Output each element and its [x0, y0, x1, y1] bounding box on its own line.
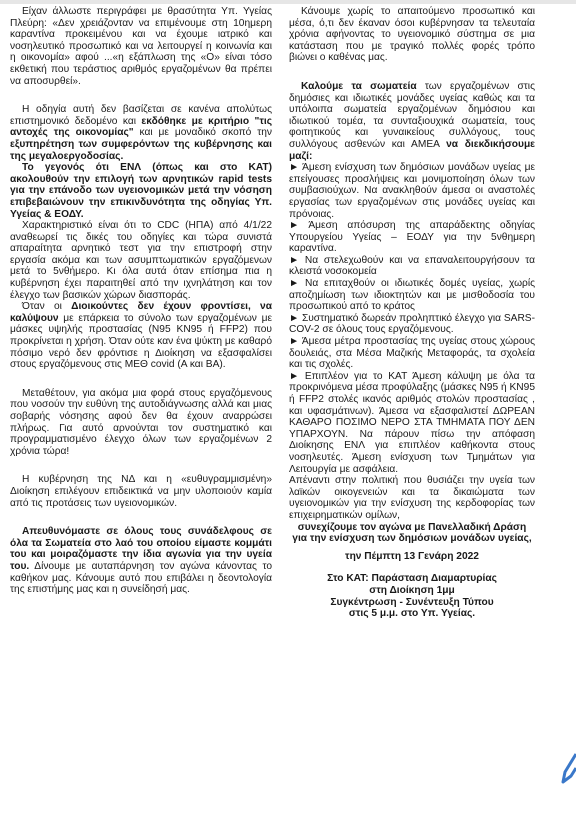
demand-text: Άμεση απόσυρση της απαράδεκτης οδηγίας Υπουργείου Υγείας – ΕΟΔΥ για την 5νθημερη καραντίνα.: [289, 220, 535, 255]
arrow-bullet-icon: ►: [289, 336, 300, 348]
text-run: Η οδηγία αυτή δεν βασίζεται σε κανένα απολύτως επιστημονικό δεδομένο και: [10, 104, 272, 127]
paragraph-administration: [10, 301, 272, 371]
paragraph-quote-pleuris: Είχαν άλλωστε περιγράφει με θρασύτητα Υπ. Υγείας Πλεύρη: «Δεν χρειάζονταν να επιμένουμε στη 10ημερη καραντίνα προκειμένου και να έχουμε ιατρικό και νοσηλευτικό προσωπικό και να λειτουργεί η κοινωνία και η οικονομία» αφού ...«η εξάπλωση της «Ο» είναι τόσο εκθετική που τεράστιος αριθμός εργαζομένων θα πρέπει να αποσυρθεί».: [10, 6, 272, 87]
arrow-bullet-icon: ►: [289, 278, 300, 290]
text-run: των εργαζομένων στις δημόσιες και ιδιωτικές μονάδες υγείας καθώς και τα υπόλοιπα σωματεία εργαζομένων δημόσιου και ιδιωτικού τομέα, τα συνταξιουχικά σωματεία, τους φοιτητικούς και γυναικείους συλλόγους, τους συλλόγους ασθενών και ΑΜΕΑ: [289, 80, 535, 150]
event-date: την Πέμπτη 13 Γενάρη 2022: [345, 550, 479, 562]
paragraph-against-policy: Απέναντι στην πολιτική που θυσιάζει την υγεία των λαϊκών οικογενειών και τα δικαιώματα των υγειονομικών για την ενίσχυση της κερδοφορίας των επιχειρηματικών ομίλων,: [289, 475, 535, 521]
paragraph-we-do: Κάνουμε χωρίς το απαιτούμενο προσωπικό και μέσα, ό,τι δεν έκαναν όσοι κυβέρνησαν τα τελευταία χρόνια αφήνοντας το υγειονομικό σύστημα σε μια κατάσταση που με τραγικό πολλές φορές τρόπο βιώνει ο καθένας μας.: [289, 6, 535, 64]
arrow-bullet-icon: ►: [289, 254, 300, 266]
text-run-bold: εξυπηρέτηση των συμφερόντων της κυβέρνησης και της μεγαλοεργοδοσίας.: [10, 138, 272, 162]
arrow-bullet-icon: ►: [289, 220, 300, 232]
edit-pen-icon[interactable]: [561, 752, 576, 790]
demand-item: [289, 255, 535, 278]
demand-text: Συστηματικό δωρεάν προληπτικό έλεγχο για SARS-COV-2 σε όλους τους εργαζόμενους.: [289, 312, 535, 336]
text-run-bold: Απευθυνόμαστε σε όλους τους συνάδελφους σε όλα τα Σωματεία στο λαό του οποίου είμαστε κομμάτι του και μοιραζόμαστε την ίδια αγωνία για την υγεία του.: [10, 526, 272, 572]
demand-item: [289, 278, 535, 313]
text-run-bold: να διεκδικήσουμε μαζί:: [289, 138, 536, 162]
demand-item: [289, 371, 535, 475]
paragraph-cdc: Χαρακτηριστικό είναι ότι το CDC (ΗΠΑ) από 4/1/22 αναθεωρεί τις δικές του οδηγίες και τώρα συνιστά απαραίτητα αρνητικό τεστ για την επιστροφή στην εργασία ακόμα και των ασυμπτωματικών εργαζόμενων μετά το 5νθήμερο. Κι όλα αυτά όταν επίσημα πια η κυβέρνηση έχει παραιτηθεί από την ιχνηλάτηση και τον έλεγχο των βασικών χώρων διασποράς.: [10, 220, 272, 301]
paragraph-directive-criticism: [10, 104, 272, 162]
closing-statement: συνεχίζουμε τον αγώνα με Πανελλαδική Δράση για την ενίσχυση των δημόσιων μονάδων υγείας,: [292, 521, 532, 545]
text-run-bold: Καλούμε τα σωματεία: [301, 80, 417, 92]
demand-item: [289, 162, 535, 220]
text-run-bold: Διοικούντες δεν έχουν φροντίσει, να καλύψουν: [10, 301, 272, 324]
text-run: και με μοναδικό σκοπό την: [133, 127, 273, 139]
page-top-edge: [0, 0, 576, 4]
text-run: με επάρκεια το σύνολο των εργαζομένων με μάσκες υψηλής προστασίας (Ν95 ΚΝ95 ή FFP2) που προκρίνεται η χρήση. Όταν ούτε καν ένα ψύκτη με καθαρό πόσιμο νερό δεν φρόντισε η Διοίκηση να εξασφαλίσει στους εργαζόμενους στις ΜΕΘ covid (Α και ΒΑ).: [10, 312, 272, 371]
paragraph-self-diagnosis: Μεταθέτουν, για ακόμα μια φορά στους εργαζόμενους που νοσούν την ευθύνη της αυτοδιάγνωσης αλλά και μιας σοβαρής νόσησης αφού δεν θα έχουν αναρρώσει πλήρως. Για αυτό αρνούνται τον συστηματικό και προγραμματισμένο έλεγχο όλων των εργαζομένων 2 χρόνια τώρα!: [10, 387, 272, 457]
demand-text: Άμεσα μέτρα προστασίας της υγείας στους χώρους δουλειάς, στα Μέσα Μαζικής Μεταφοράς, τα σχολεία και τις σχολές.: [289, 336, 535, 371]
text-run-bold: εκδόθηκε με κριτήριο "τις αντοχές της οικονομίας": [10, 115, 272, 139]
text-run: Όταν οι: [22, 301, 72, 313]
event-line: Στο ΚΑΤ: Παράσταση Διαμαρτυρίας: [327, 573, 497, 585]
demand-text: Να επιταχθούν οι ιδιωτικές δομές υγείας, χωρίς αποζημίωση των ιδιοκτητών και με μισθοδοσία του προσωπικού από το κράτος: [289, 278, 535, 313]
event-line: στη Διοίκηση 1μμ: [369, 584, 455, 596]
left-column: [10, 6, 272, 596]
event-line: στις 5 μ.μ. στο Υπ. Υγείας.: [348, 608, 476, 620]
text-run: Δίνουμε με αυταπάρνηση τον αγώνα κάνοντας το καθήκον μας. Κάνουμε αυτό που επιβάλει η δεοντολογία της επιστήμης μας και η συνείδησή μας.: [10, 560, 272, 596]
demand-text: Να στελεχωθούν και να επαναλειτουργήσουν τα κλειστά νοσοκομεία: [289, 254, 535, 278]
paragraph-rapid-tests: Το γεγονός ότι ΕΝΛ (όπως και στο ΚΑΤ) ακολουθούν την επιλογή των αρνητικών rapid tests για την επάνοδο των υγειονομικών μετά την νόσηση επιβεβαιώνουν την επικινδυνότητα της οδηγίας Υπ. Υγείας & ΕΟΔΥ.: [10, 162, 272, 220]
event-line: Συγκέντρωση - Συνέντευξη Τύπου: [330, 596, 494, 608]
right-column: [289, 6, 535, 620]
paragraph-appeal: [10, 526, 272, 596]
paragraph-call-unions: [289, 81, 535, 162]
demand-item: [289, 220, 535, 255]
demand-text: Άμεση ενίσχυση των δημόσιων μονάδων υγείας με επείγουσες προσλήψεις και μονιμοποίηση όλων των συμβασιούχων. Να ανακληθούν άμεσα οι αναστολές εργασίας των εργαζομένων στις μονάδες υγείας και πρόνοιας.: [289, 162, 535, 220]
paragraph-government: Η κυβέρνηση της ΝΔ και η «ευθυγραμμισμένη» Διοίκηση επιλέγουν επιδεικτικά να μην υλοποιούν καμία από τις προτάσεις των υγειονομικών.: [10, 474, 272, 509]
arrow-bullet-icon: ►: [289, 162, 300, 174]
arrow-bullet-icon: ►: [289, 312, 300, 324]
arrow-bullet-icon: ►: [289, 370, 300, 382]
demand-text: Επιπλέον για το ΚΑΤ Άμεση κάλυψη με όλα τα προκρινόμενα μέσα προφύλαξης (μάσκες Ν95 ή ΚΝ95 ή FFP2 στολές ικανός αριθμός στολών προστασίας , και υφασμάτινων). Άμεσα να εξασφαλιστεί ΔΩΡΕΑΝ ΚΑΘΑΡΟ ΠΟΣΙΜΟ ΝΕΡΟ ΣΤΑ ΤΜΗΜΑΤΑ ΠΟΥ ΔΕΝ ΥΠΑΡΧΟΥΝ. Να πάρουν πίσω την απόφαση Διοίκησης ΕΝΛ για επιπλέον καθήκοντα στους νοσηλευτές. Άμεση ενίσχυση των Τμημάτων για Λειτουργία με ασφάλεια.: [289, 370, 535, 475]
demand-item: [289, 313, 535, 336]
demand-item: [289, 336, 535, 371]
